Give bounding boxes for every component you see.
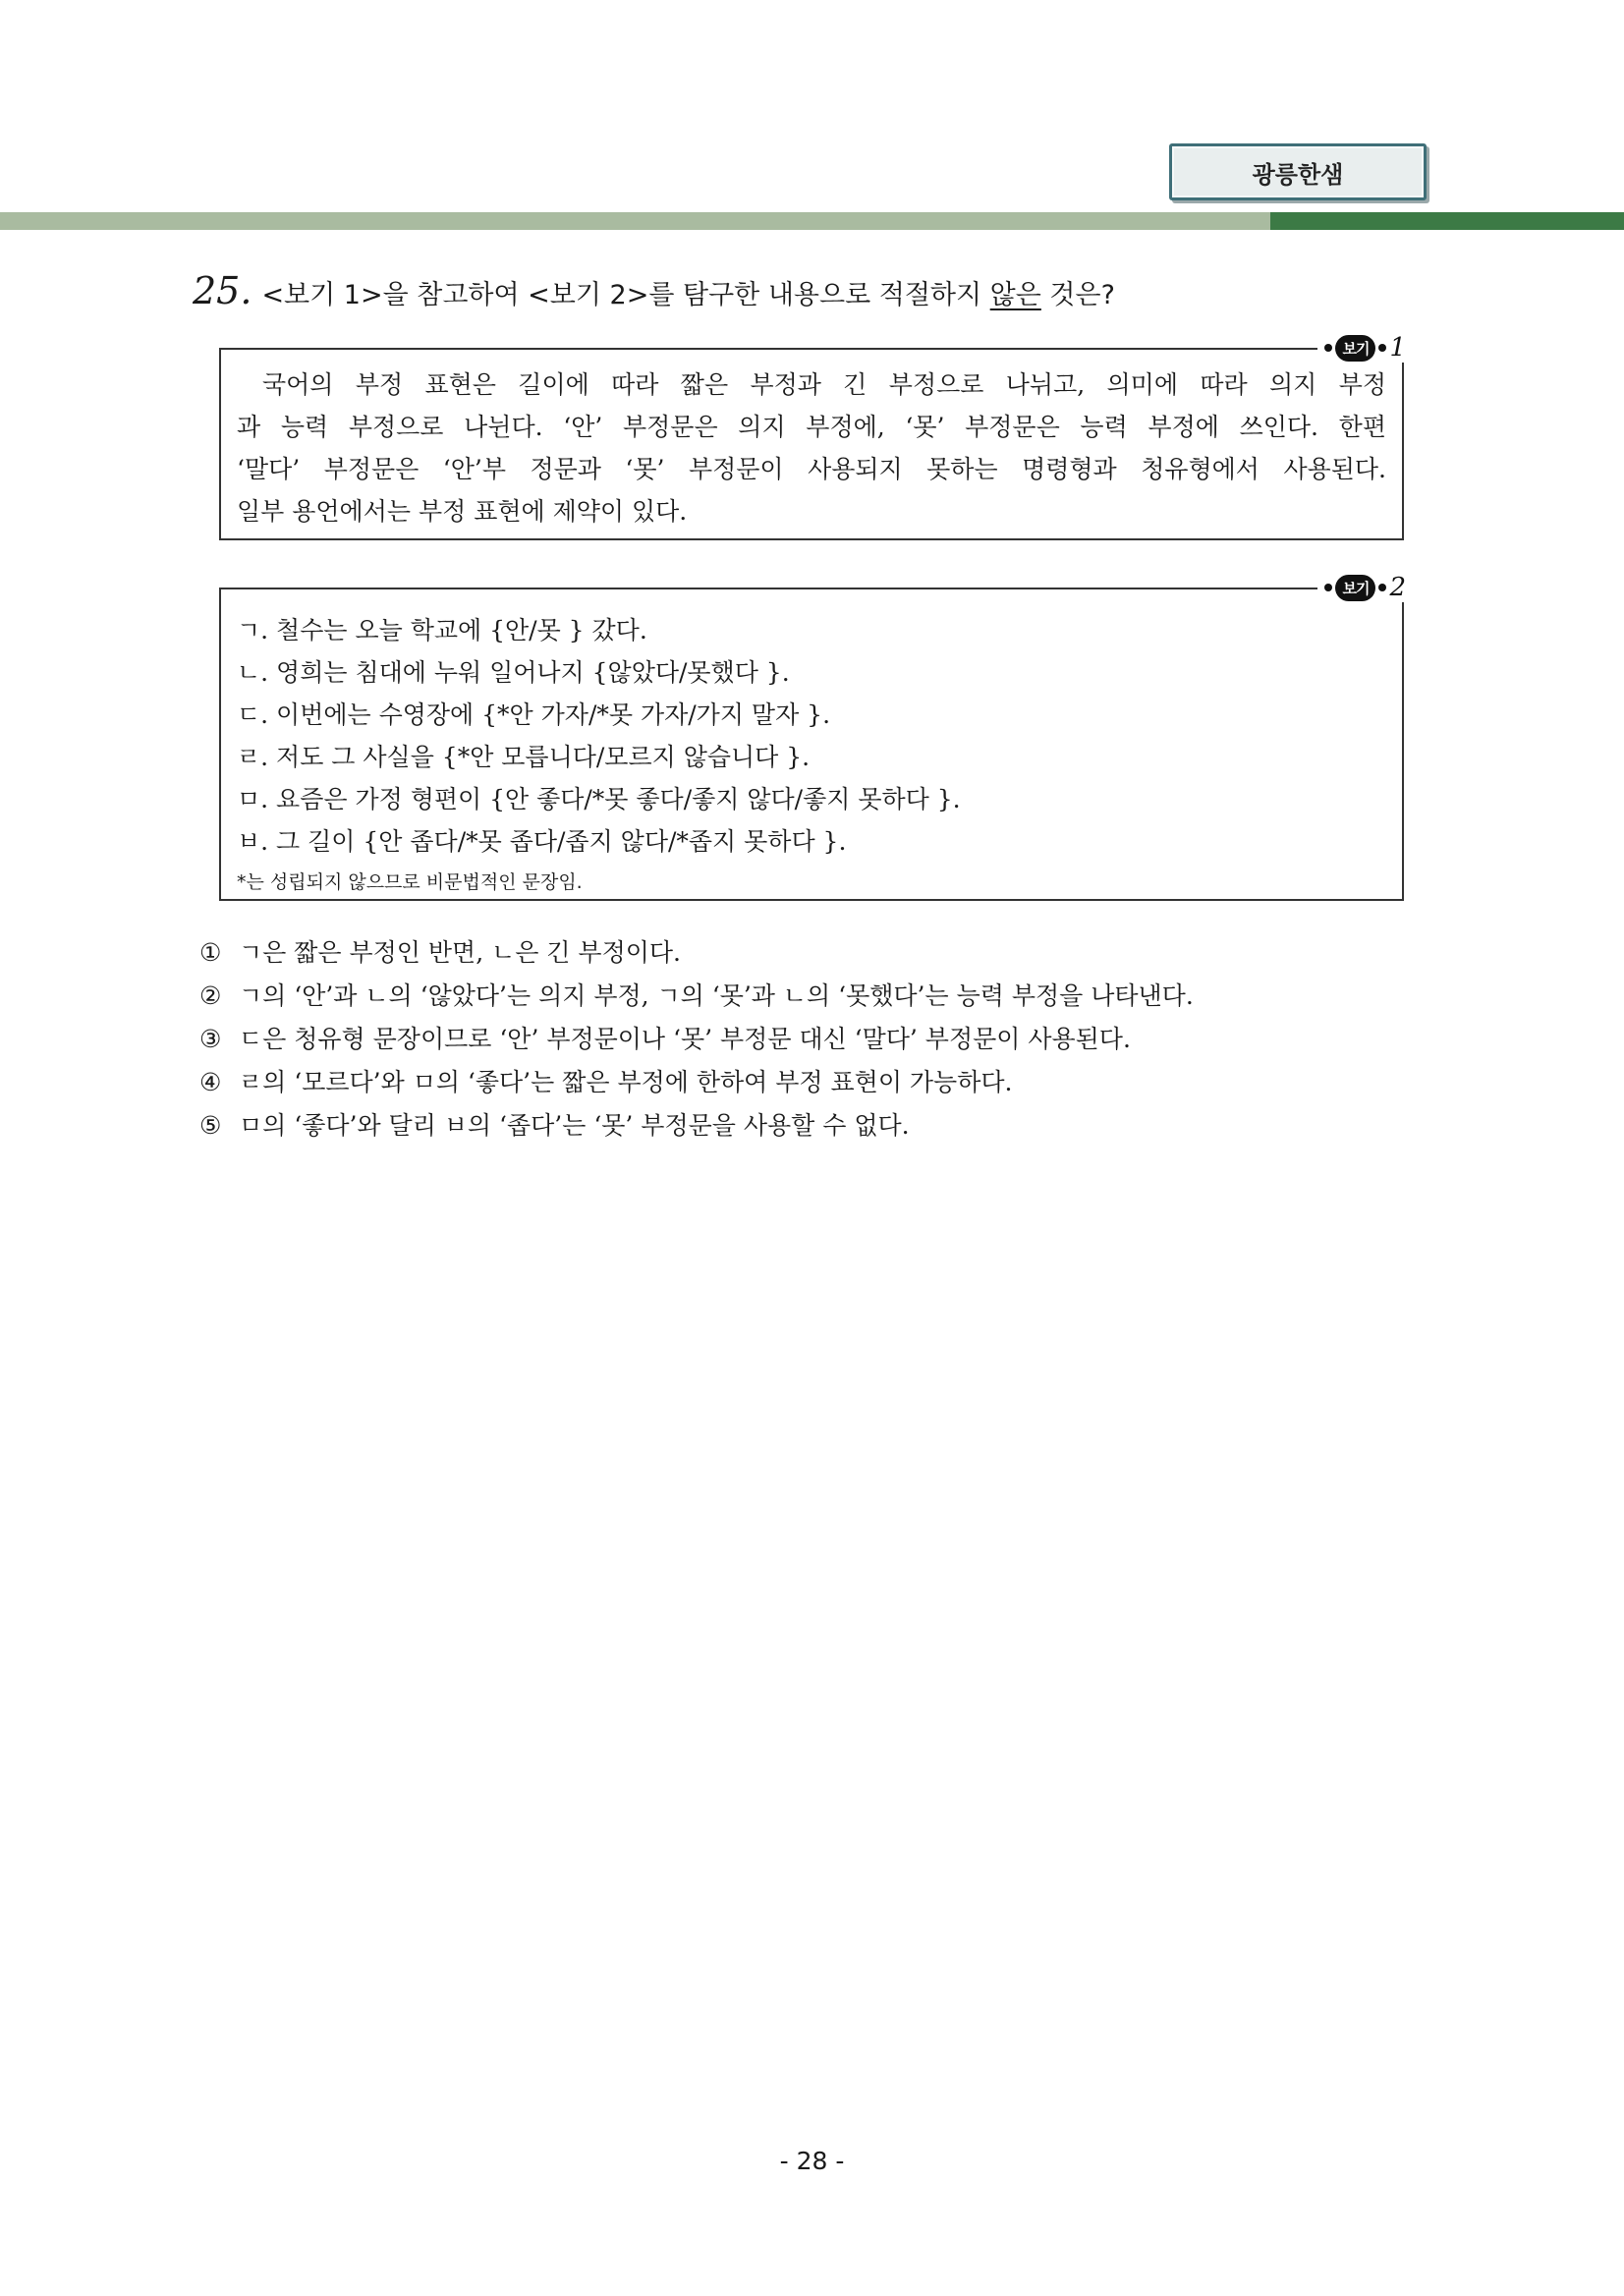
- passage-line: 과 능력 부정으로 나뉜다. ‘안’ 부정문은 의지 부정에, ‘못’ 부정문은 능력 부정에 쓰인다. 한편: [237, 413, 1386, 441]
- choice-number: ③: [199, 1025, 222, 1053]
- example-line: ㅁ. 요즘은 가정 형편이 {안 좋다/*못 좋다/좋지 않다/좋지 못하다 }.: [237, 785, 961, 813]
- header-band-accent: [1270, 212, 1624, 230]
- tag-dot: [1378, 344, 1386, 352]
- example-line: ㅂ. 그 길이 {안 좁다/*못 좁다/좁지 않다/*좁지 못하다 }.: [237, 827, 847, 856]
- answer-choice-4[interactable]: [199, 1061, 1428, 1104]
- choice-number: ①: [199, 938, 222, 967]
- passage-line: ‘말다’ 부정문은 ‘안’부 정문과 ‘못’ 부정문이 사용되지 못하는 명령형과 청유형에서 사용된다.: [237, 455, 1386, 483]
- choice-text: ㄹ의 ‘모르다’와 ㅁ의 ‘좋다’는 짧은 부정에 한하여 부정 표현이 가능하다.: [239, 1068, 1013, 1096]
- box2-tag-label: 보기: [1335, 575, 1375, 601]
- answer-choice-5[interactable]: [199, 1104, 1428, 1148]
- answer-choice-3[interactable]: [199, 1018, 1428, 1061]
- choice-text: ㄷ은 청유형 문장이므로 ‘안’ 부정문이나 ‘못’ 부정문 대신 ‘말다’ 부정문이 사용된다.: [239, 1025, 1131, 1053]
- reference-box-1: [219, 333, 1406, 540]
- example-line: ㄷ. 이번에는 수영장에 {*안 가자/*못 가자/가지 말자 }.: [237, 700, 831, 729]
- passage-line: 일부 용언에서는 부정 표현에 제약이 있다.: [237, 497, 688, 526]
- question-number: 25.: [193, 269, 252, 312]
- passage-line: 국어의 부정 표현은 길이에 따라 짧은 부정과 긴 부정으로 나뉘고, 의미에 따라 의지 부정: [262, 370, 1386, 399]
- answer-choice-1[interactable]: [199, 931, 1428, 975]
- example-line: ㄴ. 영희는 침대에 누워 일어나지 {않았다/못했다 }.: [237, 658, 790, 687]
- box2-tag-number: 2: [1389, 573, 1406, 602]
- question-stem: [193, 263, 1421, 323]
- question-underlined-word: 않은: [989, 280, 1041, 310]
- choice-number: ⑤: [199, 1111, 222, 1140]
- tag-dot: [1324, 344, 1332, 352]
- reference-box-2: [219, 573, 1406, 901]
- choice-number: ④: [199, 1068, 222, 1096]
- tag-dot: [1378, 584, 1386, 591]
- choice-number: ②: [199, 981, 222, 1010]
- choice-text: ㄱ의 ‘안’과 ㄴ의 ‘않았다’는 의지 부정, ㄱ의 ‘못’과 ㄴ의 ‘못했다’는 능력 부정을 나타낸다.: [239, 981, 1194, 1010]
- box1-tag: [1317, 333, 1406, 363]
- page-number: - 28 -: [779, 2147, 845, 2175]
- brand-label: 광릉한샘: [1252, 160, 1344, 189]
- example-line: ㄱ. 철수는 오늘 학교에 {안/못 } 갔다.: [237, 616, 647, 644]
- example-line: ㄹ. 저도 그 사실을 {*안 모릅니다/모르지 않습니다 }.: [237, 743, 811, 771]
- choice-text: ㄱ은 짧은 부정인 반면, ㄴ은 긴 부정이다.: [239, 938, 681, 967]
- tag-dot: [1324, 584, 1332, 591]
- answer-choices: [199, 931, 1428, 1148]
- example-footnote: *는 성립되지 않으므로 비문법적인 문장임.: [237, 871, 583, 893]
- answer-choice-2[interactable]: [199, 975, 1428, 1018]
- question-text-after: 것은?: [1040, 280, 1115, 310]
- choice-text: ㅁ의 ‘좋다’와 달리 ㅂ의 ‘좁다’는 ‘못’ 부정문을 사용할 수 없다.: [239, 1111, 910, 1140]
- box1-tag-number: 1: [1389, 333, 1406, 363]
- brand-badge: [1169, 143, 1427, 200]
- question-text-before: <보기 1>을 참고하여 <보기 2>를 탐구한 내용으로 적절하지: [261, 280, 990, 310]
- box2-tag: [1317, 573, 1406, 602]
- box1-tag-label: 보기: [1335, 335, 1375, 362]
